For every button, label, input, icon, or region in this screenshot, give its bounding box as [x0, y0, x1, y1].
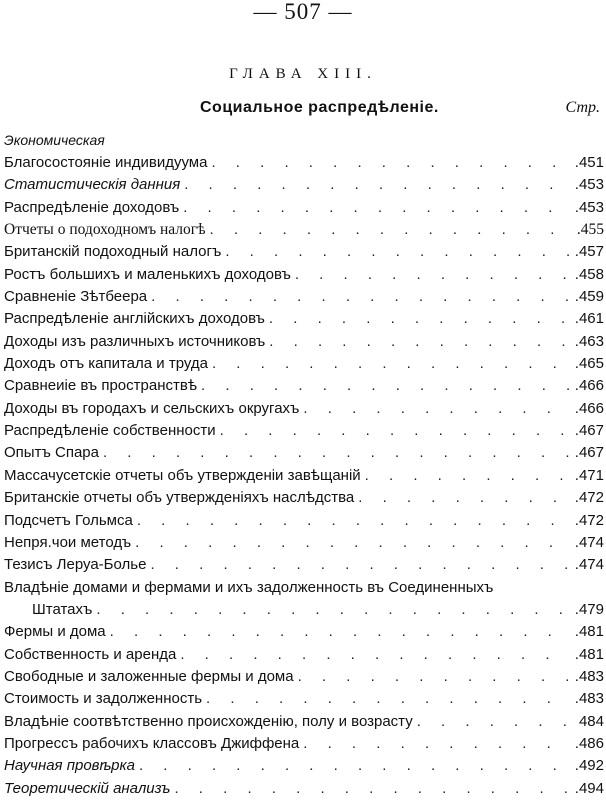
toc-entry-title: Статистическія данния — [4, 176, 181, 194]
toc-entry-title: Прогрессъ рабочихъ классовъ Джиффена — [4, 734, 300, 752]
toc-entry — [4, 489, 604, 511]
toc-entry-title: Научная провѣрка — [4, 757, 135, 775]
dot-leader — [139, 757, 569, 774]
toc-entry-page: .472 — [574, 511, 604, 529]
toc-entry-title: Отчеты о подоходномъ налогѣ — [4, 221, 206, 239]
toc-entry — [4, 579, 604, 601]
toc-entry-page: .486 — [574, 734, 604, 752]
toc-entry-page: .451 — [574, 154, 604, 171]
section-label: Экономическая — [4, 132, 105, 148]
dot-leader — [365, 467, 569, 484]
toc-entry-title: Распредѣленіе собственности — [4, 422, 216, 440]
dot-leader — [269, 333, 569, 350]
toc-entry-page: .453 — [574, 198, 604, 216]
toc-entry-title: Британскіе отчеты объ утвержденіяхъ наслѣдства — [4, 489, 355, 507]
toc-entry-page: .467 — [574, 444, 604, 462]
toc-entry-page: .483 — [574, 690, 604, 708]
dot-leader — [184, 176, 569, 193]
toc-entry-title: Владѣніе соотвѣтственно происхожденію, полу и возрасту — [4, 712, 413, 730]
toc-entry-title: Теоретическій анализъ — [4, 779, 171, 797]
dot-leader — [210, 221, 571, 238]
toc-entry-page: .458 — [574, 265, 604, 283]
toc-entry — [4, 512, 604, 534]
toc-entry — [4, 333, 604, 355]
toc-entry — [4, 288, 604, 310]
dot-leader — [96, 601, 568, 618]
toc-entry-page: .459 — [574, 288, 604, 306]
table-of-contents — [4, 154, 604, 802]
dot-leader — [135, 534, 569, 551]
toc-entry — [4, 690, 604, 712]
toc-entry-page: .494 — [574, 779, 604, 797]
dot-leader — [298, 668, 569, 685]
toc-entry — [4, 377, 604, 399]
toc-entry-title: Штатахъ — [32, 600, 93, 618]
toc-entry-page: .457 — [574, 243, 604, 261]
toc-entry-title: Тезисъ Леруа-Болье — [4, 556, 147, 574]
dot-leader — [303, 735, 569, 752]
dot-leader — [137, 512, 569, 529]
toc-entry-title: Британскій подоходный налогъ — [4, 243, 222, 261]
toc-entry — [4, 623, 604, 645]
toc-entry-title: Ростъ большихъ и маленькихъ доходовъ — [4, 265, 291, 283]
toc-entry-page: .474 — [574, 533, 604, 551]
dot-leader — [220, 422, 569, 439]
toc-entry — [4, 534, 604, 556]
dot-leader — [151, 288, 569, 305]
toc-entry-title: Массачусетскіе отчеты объ утвержденіи завѣщаній — [4, 466, 361, 484]
dot-leader — [269, 310, 569, 327]
toc-entry-page: .466 — [574, 399, 604, 417]
dot-leader — [212, 355, 569, 372]
dot-leader — [174, 780, 568, 797]
toc-entry-title: Доходы въ городахъ и сельскихъ округахъ — [4, 399, 300, 417]
toc-entry-title: Непря.чои методъ — [4, 533, 132, 551]
toc-entry-page: .453 — [574, 176, 604, 194]
page-number: — 507 — — [253, 0, 353, 24]
toc-entry-page: .455 — [576, 221, 604, 239]
toc-entry-page: .481 — [574, 645, 604, 663]
toc-entry-page: .461 — [574, 310, 604, 328]
toc-entry — [4, 444, 604, 466]
toc-entry-title: Владѣніе домами и фермами и ихъ задолженность въ Соединенныхъ — [4, 578, 494, 596]
toc-entry — [4, 221, 604, 243]
toc-entry-page: .492 — [574, 757, 604, 775]
dot-leader — [295, 266, 569, 283]
page-column-header: Стр. — [565, 99, 600, 116]
toc-entry — [4, 310, 604, 332]
toc-entry — [4, 601, 604, 623]
toc-entry — [4, 266, 604, 288]
dot-leader — [303, 400, 568, 417]
toc-entry — [4, 668, 604, 690]
toc-entry-page: .483 — [574, 667, 604, 685]
toc-entry-title: Доходы изъ различныхъ источниковъ — [4, 332, 266, 350]
toc-entry-title: Опытъ Спара — [4, 444, 99, 462]
toc-entry-page: .474 — [574, 556, 604, 574]
toc-entry-title: Благосостояніе индивидуума — [4, 154, 208, 171]
toc-entry-page: .481 — [574, 623, 604, 641]
dot-leader — [225, 243, 568, 260]
toc-entry-title: Собственность и аренда — [4, 645, 177, 663]
dot-leader — [206, 690, 569, 707]
toc-entry — [4, 467, 604, 489]
toc-entry-page: .465 — [574, 355, 604, 373]
toc-entry-title: Сравненіе Зѣтбеера — [4, 288, 148, 306]
toc-entry-page: .471 — [574, 466, 604, 484]
toc-entry-title: Подсчетъ Гольмса — [4, 511, 133, 529]
dot-leader — [150, 556, 568, 573]
dot-leader — [180, 646, 568, 663]
toc-entry-title: Доходъ отъ капитала и труда — [4, 355, 208, 373]
toc-entry — [4, 757, 604, 779]
toc-entry — [4, 400, 604, 422]
toc-entry — [4, 422, 604, 444]
dot-leader — [110, 623, 569, 640]
toc-entry — [4, 154, 604, 176]
toc-entry — [4, 735, 604, 757]
toc-entry — [4, 243, 604, 265]
toc-entry-title: Распредѣленіе доходовъ — [4, 198, 180, 216]
dot-leader — [358, 489, 569, 506]
toc-entry — [4, 780, 604, 802]
toc-entry — [4, 646, 604, 668]
toc-entry — [4, 199, 604, 221]
toc-entry-page: .463 — [574, 332, 604, 350]
dot-leader — [183, 199, 569, 216]
toc-entry — [4, 713, 604, 735]
toc-entry-page: .467 — [574, 422, 604, 440]
dot-leader — [417, 713, 573, 730]
dot-leader — [201, 377, 569, 394]
toc-entry — [4, 176, 604, 198]
toc-entry-title: Распредѣленіе англійскихъ доходовъ — [4, 310, 265, 328]
dot-leader — [103, 444, 569, 461]
toc-entry-page: .479 — [574, 600, 604, 618]
chapter-heading: ГЛАВА XIII. — [229, 66, 377, 82]
toc-entry-page: .466 — [574, 377, 604, 395]
toc-entry-title: Свободные и заложенные фермы и дома — [4, 667, 294, 685]
toc-entry — [4, 355, 604, 377]
toc-entry-title: Фермы и дома — [4, 623, 106, 641]
toc-entry-page: 484 — [578, 712, 604, 730]
chapter-title: Социальное распредѣленіе. — [200, 99, 439, 116]
toc-entry-page: .472 — [574, 489, 604, 507]
dot-leader — [211, 154, 568, 171]
toc-entry-title: Стоимость и задолженность — [4, 690, 203, 708]
toc-entry-title: Сравнеиіе въ пространствѣ — [4, 377, 198, 395]
toc-entry — [4, 556, 604, 578]
